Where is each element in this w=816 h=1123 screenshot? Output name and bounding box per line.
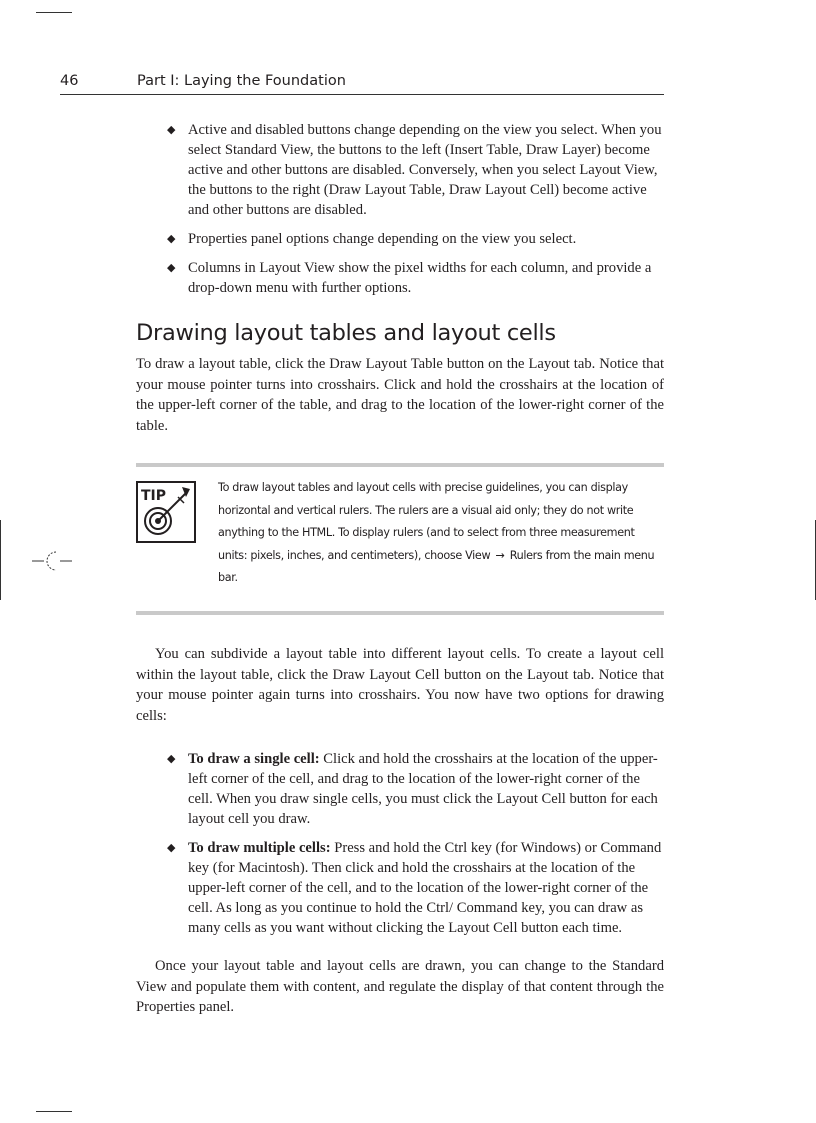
bullet-text: Columns in Layout View show the pixel widths for each column, and provide a drop-down menu with further options. (188, 260, 652, 296)
bullet-list-bottom (136, 749, 664, 938)
bullet-diamond-icon: ◆ (167, 262, 176, 274)
list-item (136, 749, 664, 829)
tip-icon (136, 481, 196, 543)
running-header (60, 72, 664, 95)
menu-arrow-icon: → (495, 548, 505, 562)
body-paragraph-2: You can subdivide a layout table into different layout cells. To create a layout cell within the layout table, click the Draw Layout Cell button on the Layout tab. Notice that your mouse pointer again turns into crosshairs. You now have two options for drawing cells: (136, 646, 664, 724)
body-paragraph-3: Once your layout table and layout cells are drawn, you can change to the Standard View and populate them with content, and regulate the display of that content through the Properties panel. (136, 958, 664, 1015)
bullet-text: Properties panel options change depending on the view you select. (188, 231, 577, 247)
crop-mark-bottom-left (36, 1111, 72, 1112)
tip-box (136, 463, 664, 615)
list-item (136, 229, 664, 249)
bullet-diamond-icon: ◆ (167, 753, 176, 765)
bullet-diamond-icon: ◆ (167, 233, 176, 245)
crop-mark-top-left (36, 12, 72, 13)
page-content (136, 120, 664, 1018)
bullet-diamond-icon: ◆ (167, 842, 176, 854)
list-item (136, 258, 664, 298)
page-number: 46 (60, 73, 79, 89)
tip-text (218, 477, 664, 590)
bullet-text: Press and hold the Ctrl key (for Windows) or Command key (for Macintosh). Then click and hold the crosshairs at the location of the upper-left corner of the cell, and to the location of the lower-right corner of the cell. As long as you continue to hold the Ctrl/ Command key, you can draw as many cells as you want without clicking the Layout Cell button each time. (188, 840, 662, 936)
list-item (136, 120, 664, 220)
part-title: Part I: Laying the Foundation (137, 73, 346, 89)
bullet-diamond-icon: ◆ (167, 124, 176, 136)
list-item (136, 838, 664, 938)
body-paragraph-1: To draw a layout table, click the Draw Layout Table button on the Layout tab. Notice that your mouse pointer turns into crosshairs. Click and hold the crosshairs at the location of the upper-left corner of the table, and drag to the location of the lower-right corner of the table. (136, 356, 664, 434)
bullet-text: Click and hold the crosshairs at the location of the upper-left corner of the cell, and drag to the location of the lower-right corner of the cell. When you draw single cells, you must click the Layout Cell button for each layout cell you draw. (188, 751, 658, 827)
bullet-term: To draw a single cell: (188, 751, 320, 767)
bullet-term: To draw multiple cells: (188, 840, 331, 856)
section-heading: Drawing layout tables and layout cells (136, 320, 556, 346)
tip-text-end: Rulers from the main menu bar. (218, 548, 655, 584)
tip-text-main: To draw layout tables and layout cells with precise guidelines, you can display horizontal and vertical rulers. The rulers are a visual aid only; they do not write anything to the HTML. To display rulers (and to select from three measurement units: pixels, inches, and centimeters), choose View (218, 481, 635, 562)
crop-mark-left-edge (0, 520, 1, 600)
bullet-list-top (136, 120, 664, 298)
registration-mark-icon (32, 546, 72, 576)
bullet-text: Active and disabled buttons change depending on the view you select. When you select Standard View, the buttons to the left (Insert Table, Draw Layer) become active and other buttons are disabled. Conversely, when you select Layout View, the buttons to the right (Draw Layout Table, Draw Layout Cell) become active and other buttons are disabled. (188, 122, 662, 218)
tip-icon-label: TIP (141, 488, 167, 504)
